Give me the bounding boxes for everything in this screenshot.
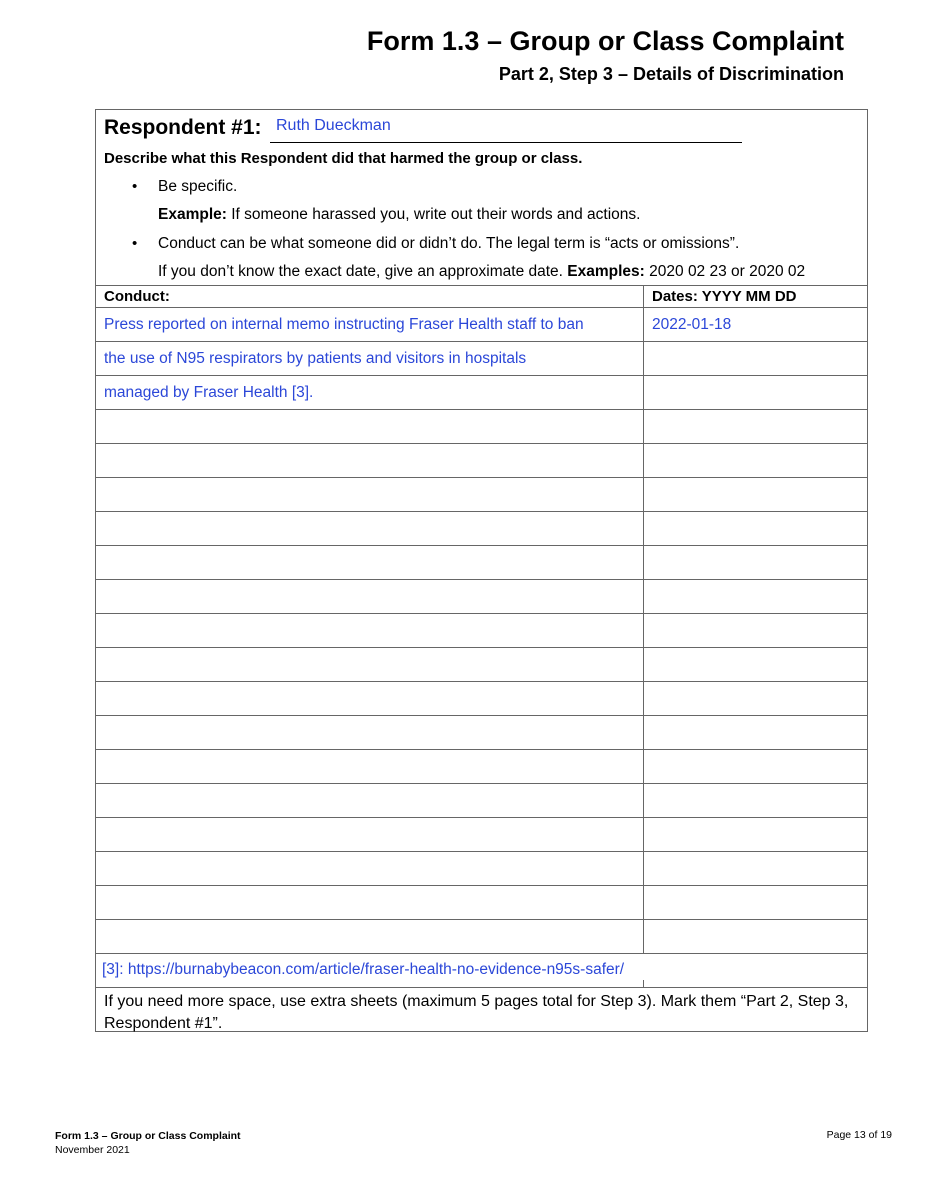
more-space-note: If you need more space, use extra sheets (maximum 5 pages total for Step 3). Mark them “Part 2, Step 3, Respondent #1”.: [96, 987, 867, 1031]
table-row: [96, 410, 868, 444]
date-cell[interactable]: [644, 580, 869, 614]
example-label: Example:: [158, 206, 227, 223]
footer-date: November 2021: [55, 1144, 130, 1156]
reference-link[interactable]: [3]: https://burnabybeacon.com/article/fraser-health-no-evidence-n95s-safer/: [102, 961, 625, 978]
table-row: [96, 886, 868, 920]
date-hint-text: If you don’t know the exact date, give an approximate date.: [158, 263, 568, 280]
table-row: [96, 750, 868, 784]
conduct-cell[interactable]: [96, 682, 644, 716]
conduct-cell[interactable]: the use of N95 respirators by patients and visitors in hospitals: [96, 342, 644, 376]
conduct-cell[interactable]: Press reported on internal memo instructing Fraser Health staff to ban: [96, 308, 644, 342]
conduct-cell[interactable]: managed by Fraser Health [3].: [96, 376, 644, 410]
conduct-cell[interactable]: [96, 750, 644, 784]
example-line: [158, 206, 640, 224]
examples-label: Examples:: [567, 263, 645, 280]
date-cell[interactable]: [644, 512, 869, 546]
conduct-cell[interactable]: [96, 852, 644, 886]
table-row: [96, 512, 868, 546]
table-row: [96, 614, 868, 648]
table-row: [96, 784, 868, 818]
table-row: [96, 682, 868, 716]
table-row: [96, 376, 868, 410]
date-cell[interactable]: [644, 546, 869, 580]
date-hint-line: [158, 263, 805, 281]
respondent-label: Respondent #1:: [104, 116, 262, 139]
dates-column-header: Dates: YYYY MM DD: [644, 286, 869, 308]
date-cell[interactable]: 2022-01-18: [644, 308, 869, 342]
example-text: If someone harassed you, write out their words and actions.: [226, 206, 641, 223]
describe-heading: Describe what this Respondent did that harmed the group or class.: [104, 150, 583, 167]
date-cell[interactable]: [644, 818, 869, 852]
respondent-name-field[interactable]: Ruth Dueckman: [276, 117, 391, 134]
bullet-be-specific: Be specific.: [158, 178, 238, 195]
reference-row: [96, 953, 867, 987]
respondent-underline: [270, 142, 742, 143]
conduct-table: [96, 285, 868, 954]
conduct-cell[interactable]: [96, 716, 644, 750]
table-row: [96, 546, 868, 580]
date-cell[interactable]: [644, 750, 869, 784]
table-row: [96, 920, 868, 954]
date-cell[interactable]: [644, 342, 869, 376]
conduct-cell[interactable]: [96, 920, 644, 954]
footer-form-name: Form 1.3 – Group or Class Complaint: [55, 1130, 241, 1142]
date-cell[interactable]: [644, 920, 869, 954]
table-row: [96, 478, 868, 512]
footer-page-number: Page 13 of 19: [826, 1129, 892, 1141]
examples-text: 2020 02 23 or 2020 02: [644, 263, 806, 280]
table-row: [96, 342, 868, 376]
conduct-cell[interactable]: [96, 444, 644, 478]
date-cell[interactable]: [644, 682, 869, 716]
date-cell[interactable]: [644, 648, 869, 682]
conduct-cell[interactable]: [96, 886, 644, 920]
date-cell[interactable]: [644, 852, 869, 886]
date-cell[interactable]: [644, 716, 869, 750]
conduct-cell[interactable]: [96, 580, 644, 614]
bullet-icon: •: [132, 178, 138, 195]
date-cell[interactable]: [644, 614, 869, 648]
table-header-row: [96, 286, 868, 308]
date-cell[interactable]: [644, 376, 869, 410]
conduct-cell[interactable]: [96, 818, 644, 852]
footer-left: [55, 1129, 241, 1157]
respondent-section: [95, 109, 868, 1032]
conduct-cell[interactable]: [96, 410, 644, 444]
bullet-conduct: Conduct can be what someone did or didn’t do. The legal term is “acts or omissions”.: [158, 235, 740, 252]
date-cell[interactable]: [644, 784, 869, 818]
table-row: [96, 308, 868, 342]
table-row: [96, 444, 868, 478]
bullet-icon: •: [132, 235, 138, 252]
conduct-cell[interactable]: [96, 478, 644, 512]
table-row: [96, 716, 868, 750]
form-title: Form 1.3 – Group or Class Complaint: [366, 26, 844, 56]
date-cell[interactable]: [644, 444, 869, 478]
conduct-column-header: Conduct:: [96, 286, 644, 308]
conduct-cell[interactable]: [96, 784, 644, 818]
respondent-row: [104, 116, 744, 146]
table-row: [96, 580, 868, 614]
date-cell[interactable]: [644, 886, 869, 920]
table-row: [96, 648, 868, 682]
conduct-cell[interactable]: [96, 546, 644, 580]
date-cell[interactable]: [644, 410, 869, 444]
conduct-cell[interactable]: [96, 648, 644, 682]
date-cell[interactable]: [644, 478, 869, 512]
table-row: [96, 818, 868, 852]
form-subtitle: Part 2, Step 3 – Details of Discrimination: [498, 64, 844, 84]
conduct-cell[interactable]: [96, 512, 644, 546]
table-row: [96, 852, 868, 886]
conduct-cell[interactable]: [96, 614, 644, 648]
